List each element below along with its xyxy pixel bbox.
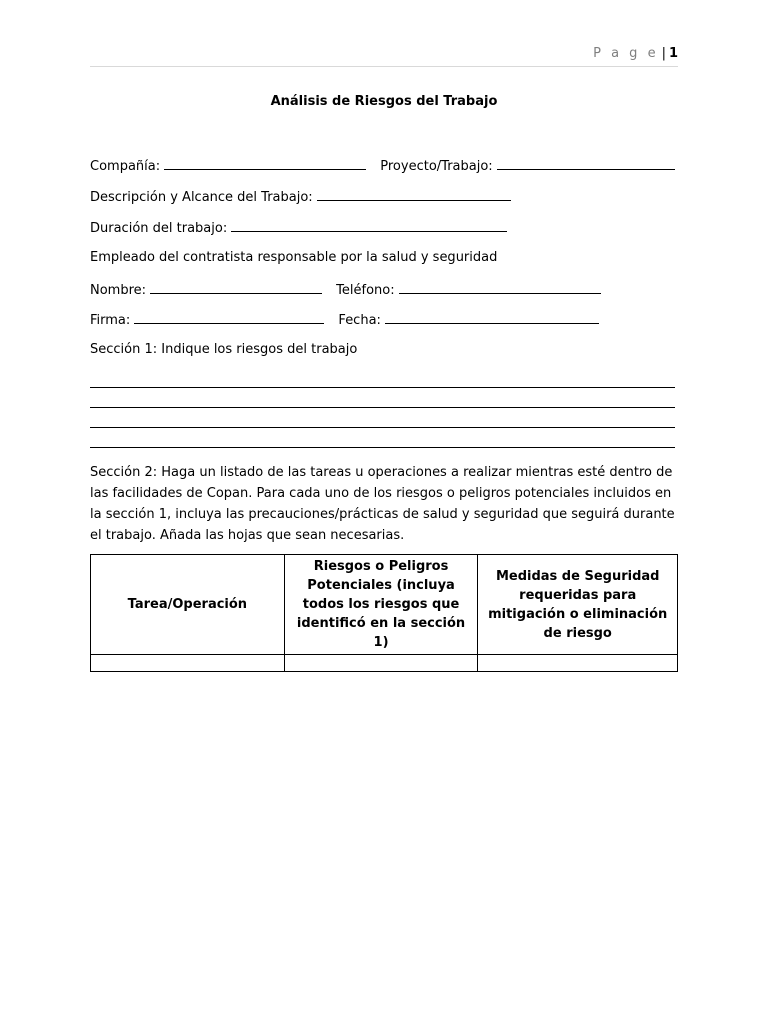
section1-answer-line[interactable] <box>90 387 675 388</box>
project-blank[interactable] <box>497 157 675 170</box>
risk-table <box>90 554 678 672</box>
table-cell[interactable] <box>478 655 678 672</box>
section1-answer-line[interactable] <box>90 427 675 428</box>
page-number: 1 <box>668 46 678 61</box>
page-header <box>593 46 678 61</box>
table-header-risks: Riesgos o Peligros Potenciales (incluya todos los riesgos que identificó en la sección 1) <box>284 555 478 655</box>
name-blank[interactable] <box>150 281 322 294</box>
description-line <box>90 188 521 205</box>
table-row <box>91 655 678 672</box>
table-header-task: Tarea/Operación <box>91 555 285 655</box>
table-cell[interactable] <box>284 655 478 672</box>
section1-answer-line[interactable] <box>90 407 675 408</box>
document-title: Análisis de Riesgos del Trabajo <box>270 94 498 109</box>
phone-blank[interactable] <box>399 281 601 294</box>
project-label: Proyecto/Trabajo: <box>380 159 493 174</box>
contractor-line <box>90 250 497 265</box>
name-label: Nombre: <box>90 283 147 298</box>
date-blank[interactable] <box>385 311 599 324</box>
phone-label: Teléfono: <box>336 283 395 298</box>
company-blank[interactable] <box>164 157 366 170</box>
company-label: Compañía: <box>90 159 161 174</box>
signature-date-line <box>90 311 609 328</box>
signature-blank[interactable] <box>134 311 324 324</box>
page-label: P a g e <box>593 46 659 61</box>
section2-paragraph: Sección 2: Haga un listado de las tareas u operaciones a realizar mientras esté dentro de las facilidades de Copan. Para cada uno de los riesgos o peligros potenciales incluidos en la sección 1, incluya las precauciones/prácticas de salud y seguridad que seguirá durante el trabajo. Añada las hojas que sean necesarias. <box>90 465 675 543</box>
section1-answer-line[interactable] <box>90 447 675 448</box>
page-separator: | <box>661 46 666 61</box>
date-label: Fecha: <box>338 313 381 328</box>
duration-line <box>90 219 517 236</box>
section1-label: Sección 1: Indique los riesgos del trabajo <box>90 342 358 357</box>
duration-blank[interactable] <box>231 219 507 232</box>
company-project-line <box>90 157 685 174</box>
signature-label: Firma: <box>90 313 131 328</box>
duration-label: Duración del trabajo: <box>90 221 228 236</box>
table-cell[interactable] <box>91 655 285 672</box>
contractor-label: Empleado del contratista responsable por la salud y seguridad <box>90 250 498 265</box>
name-phone-line <box>90 281 611 298</box>
table-header-row <box>91 555 678 655</box>
table-header-measures: Medidas de Seguridad requeridas para mitigación o eliminación de riesgo <box>478 555 678 655</box>
header-divider <box>90 66 678 67</box>
description-blank[interactable] <box>317 188 511 201</box>
description-label: Descripción y Alcance del Trabajo: <box>90 190 313 205</box>
